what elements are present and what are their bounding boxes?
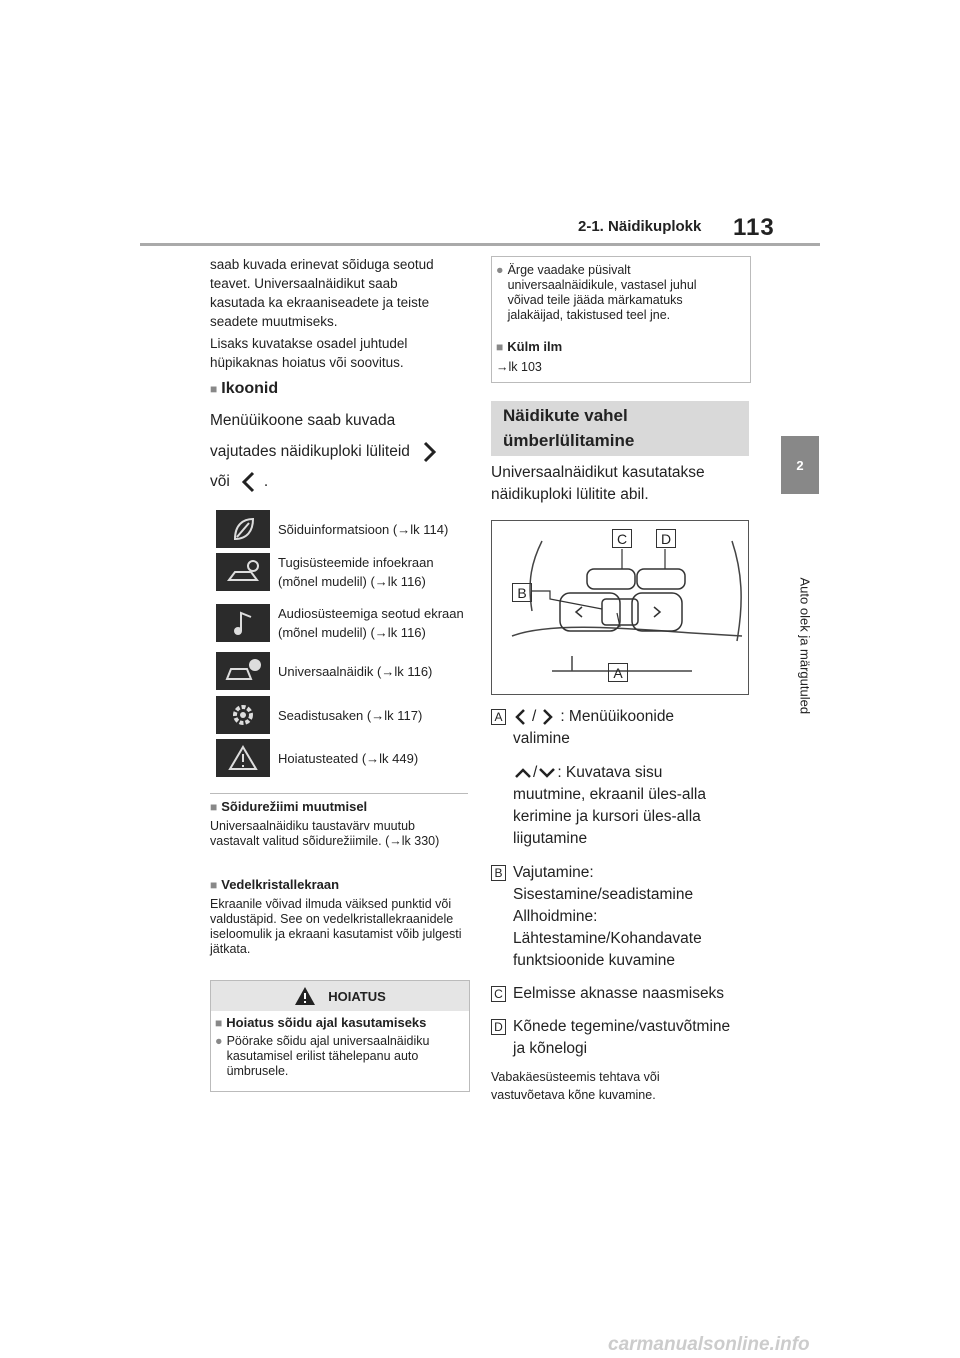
icon-row <box>216 739 471 777</box>
item-a-line: : Menüüikoonide <box>560 708 675 725</box>
warning-title: HOIATUS <box>328 988 386 1004</box>
drive-mode-text: Universaalnäidiku taustavärv muutub vastavalt valitud sõidurežiimile. (→lk 330) <box>210 819 440 848</box>
item-d-line: Kõnede tegemine/vastuvõtmine <box>513 1018 731 1035</box>
item-c <box>491 983 751 1005</box>
item-a: A / : Menüüikoonide valimine <box>491 706 751 750</box>
divider <box>210 793 468 794</box>
item-label-b: B <box>491 865 506 881</box>
item-b-line: Vajutamine: <box>513 864 594 881</box>
intro-line: seadete muutmiseks. <box>210 314 338 329</box>
square-bullet-icon: ■ <box>215 1016 223 1030</box>
figure-label-a: A <box>608 663 628 682</box>
square-bullet-icon: ■ <box>210 382 218 396</box>
drive-mode-heading <box>210 799 367 814</box>
chevron-right-icon <box>538 707 556 727</box>
item-label-c: C <box>491 986 506 1002</box>
item-label-a: A <box>491 709 506 725</box>
icons-text3-row <box>210 470 268 494</box>
warning-heading <box>215 1015 465 1030</box>
cold-ref: →lk 103 <box>496 360 542 374</box>
chevron-left-icon <box>238 470 260 494</box>
cold-heading-text: Külm ilm <box>507 339 563 354</box>
icons-text2: vajutades näidikuploki lüliteid <box>210 443 410 460</box>
lcd-heading-text: Vedelkristallekraan <box>221 877 340 892</box>
icon-row-label: Universaalnäidik (→lk 116) <box>278 663 433 679</box>
item-d-line: ja kõnelogi <box>513 1040 588 1057</box>
car-info-icon <box>216 652 270 690</box>
item-b-line: funktsioonide kuvamine <box>513 952 675 969</box>
icon-row-label: Sõiduinformatsioon (→lk 114) <box>278 521 449 537</box>
figure-label-b: B <box>512 583 532 602</box>
drive-mode-heading-text: Sõidurežiimi muutmisel <box>221 799 368 814</box>
icon-row <box>216 604 471 642</box>
item-c-line: Eelmisse aknasse naasmiseks <box>513 985 725 1002</box>
warning-heading-text: Hoiatus sõidu ajal kasutamiseks <box>226 1015 427 1030</box>
square-bullet-icon: ■ <box>210 878 218 892</box>
chapter-tab: 2 <box>781 436 819 494</box>
lcd-heading <box>210 877 339 892</box>
icons-heading-text: Ikoonid <box>221 380 279 397</box>
chevron-right-icon <box>418 440 440 464</box>
intro2-paragraph <box>210 334 470 372</box>
warning-header <box>211 981 469 1011</box>
section-text-line: näidikuploki lülitite abil. <box>491 486 649 503</box>
intro2-line: Lisaks kuvatakse osadel juhtudel <box>210 336 408 351</box>
item-label-d: D <box>491 1019 506 1035</box>
item-updown-line: kerimine ja kursori üles-alla <box>513 808 701 825</box>
warning-item <box>215 1034 465 1079</box>
note-box <box>491 256 751 383</box>
note-item <box>492 257 750 323</box>
figure-label-c: C <box>612 529 632 548</box>
icon-row <box>216 553 471 591</box>
item-updown-line: : Kuvatava sisu <box>557 764 663 781</box>
icons-text1: Menüüikoone saab kuvada <box>210 412 396 429</box>
item-b <box>491 862 751 972</box>
item-d <box>491 1016 751 1060</box>
intro-line: saab kuvada erinevat sõiduga seotud <box>210 257 434 272</box>
driver-assist-icon <box>216 553 270 591</box>
item-updown: / : Kuvatava sisu muutmine, ekraanil üles-alla kerimine ja kursori üles-alla liigutamine <box>491 762 751 850</box>
item-b-line: Lähtestamine/Kohandavate <box>513 930 702 947</box>
steering-switch-figure <box>491 520 749 695</box>
icons-heading <box>210 380 278 398</box>
icon-row <box>216 510 471 548</box>
warning-icon <box>216 739 270 777</box>
icons-text3-end: . <box>263 473 269 490</box>
icon-row-label: Seadistusaken (→lk 117) <box>278 707 423 723</box>
item-b-line: Sisestamine/seadistamine <box>513 886 694 903</box>
chevron-up-icon <box>513 765 533 781</box>
header-rule <box>140 243 820 246</box>
intro-line: teavet. Universaalnäidikut saab <box>210 276 398 291</box>
dot-bullet-icon: ● <box>215 1034 223 1048</box>
icon-row-label: Tugisüsteemide infoekraan (mõnel mudelil) (→lk 116) <box>278 555 434 589</box>
icon-row <box>216 696 471 734</box>
item-b-line: Allhoidmine: <box>513 908 598 925</box>
item-updown-line: muutmine, ekraanil üles-alla <box>513 786 706 803</box>
item-a-line: valimine <box>513 730 570 747</box>
section-heading: Näidikute vahel ümberlülitamine <box>491 401 749 456</box>
section-text <box>491 462 751 506</box>
section-text-line: Universaalnäidikut kasutatakse <box>491 464 705 481</box>
music-note-icon <box>216 604 270 642</box>
intro-line: kasutada ka ekraaniseadete ja teiste <box>210 295 430 310</box>
dot-bullet-icon: ● <box>496 263 504 277</box>
intro2-line: hüpikaknas hoiatus või soovitus. <box>210 355 404 370</box>
note-text: Ärge vaadake püsivalt universaalnäidikule, vastasel juhul võivad teile jääda märkamatuks jalakäijad, takistused teel jne. <box>507 263 697 322</box>
gear-icon <box>216 696 270 734</box>
watermark: carmanualsonline.info <box>608 1334 810 1355</box>
icons-text3: või <box>210 473 230 490</box>
chevron-down-icon <box>537 765 557 781</box>
icon-row-label: Audiosüsteemiga seotud ekraan (mõnel mudelil) (→lk 116) <box>278 606 464 640</box>
cold-heading <box>492 323 750 354</box>
icons-text2-row <box>210 440 440 464</box>
footnote-line: vastuvõetava kõne kuvamine. <box>491 1088 656 1102</box>
square-bullet-icon: ■ <box>210 800 218 814</box>
warning-box <box>210 980 470 1092</box>
figure-label-d: D <box>656 529 676 548</box>
leaf-icon <box>216 510 270 548</box>
intro-paragraph <box>210 255 470 331</box>
icon-row <box>216 652 471 690</box>
warning-triangle-icon <box>294 986 316 1006</box>
footnote <box>491 1068 751 1104</box>
warning-text: Pöörake sõidu ajal universaalnäidiku kasutamisel erilist tähelepanu auto ümbrusele. <box>226 1034 430 1078</box>
chapter-label: Auto olek ja märgutuled <box>797 577 813 715</box>
chevron-left-icon <box>512 707 530 727</box>
footnote-line: Vabakäesüsteemis tehtava või <box>491 1070 660 1084</box>
icon-row-label: Hoiatusteated (→lk 449) <box>278 750 419 766</box>
item-updown-line: liigutamine <box>513 830 588 847</box>
page-number: 113 <box>733 214 775 241</box>
square-bullet-icon: ■ <box>496 340 504 354</box>
lcd-text: Ekraanile võivad ilmuda väiksed punktid või valdustäpid. See on vedelkristallekraanidele iseloomulik ja ekraani kasutamist võib julgesti jätkata. <box>210 897 462 956</box>
section-title: 2-1. Näidikuplokk <box>578 218 702 235</box>
